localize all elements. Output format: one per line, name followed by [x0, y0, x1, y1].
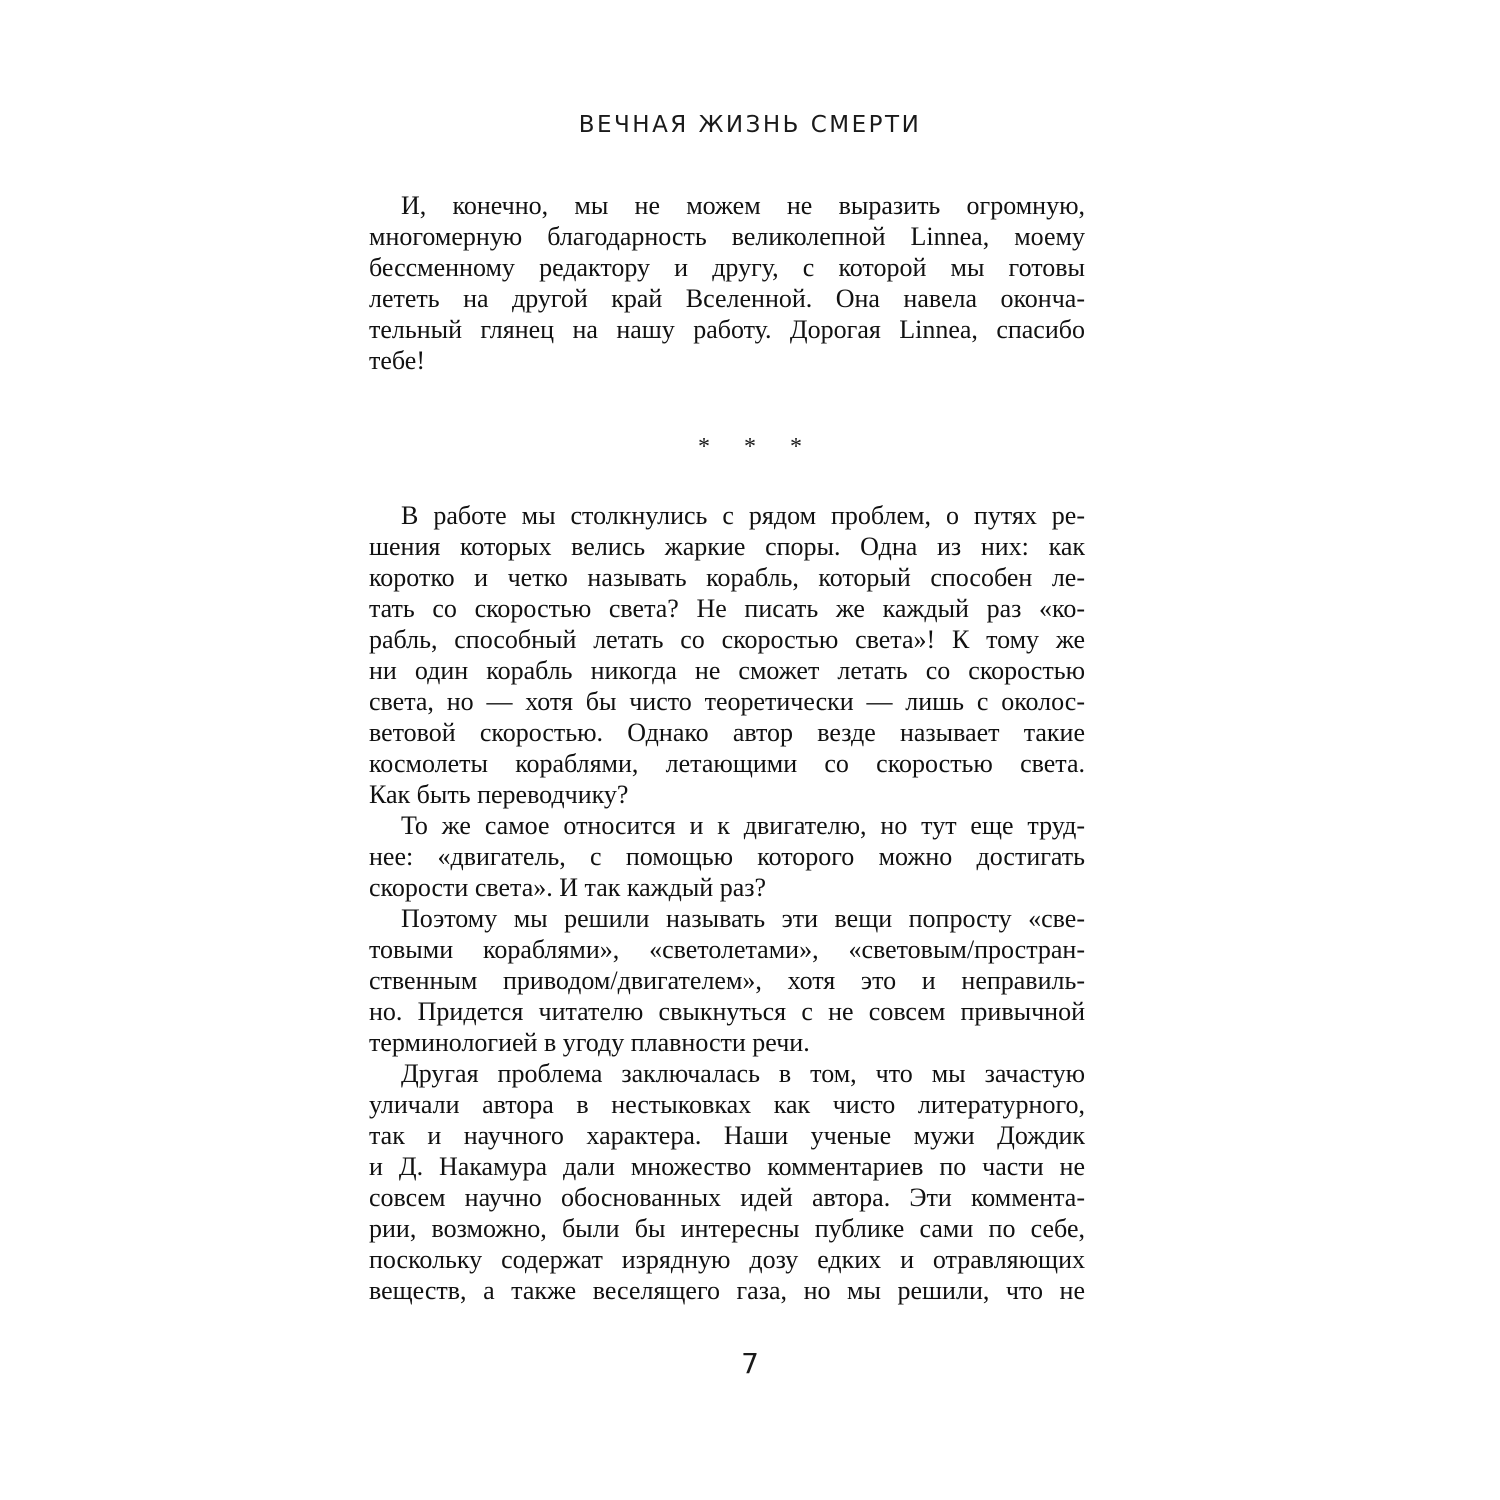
text-line: ни один корабль никогда не сможет летать со скоростью	[369, 656, 1085, 685]
text-line: Поэтому мы решили называть эти вещи попросту «све-	[401, 904, 1085, 933]
text-line: и Д. Накамура дали множество комментариев по части не	[369, 1152, 1085, 1181]
text-line: товыми кораблями», «светолетами», «световым/простран-	[369, 935, 1085, 964]
text-line: терминологией в угоду плавности речи.	[369, 1028, 810, 1057]
text-line: веществ, а также веселящего газа, но мы решили, что не	[369, 1276, 1085, 1305]
text-line: ветовой скоростью. Однако автор везде называет такие	[369, 718, 1085, 747]
text-line: света, но — хотя бы чисто теоретически — лишь с околос-	[369, 687, 1085, 716]
text-line: тебе!	[369, 346, 425, 375]
separator-star: *	[790, 434, 802, 460]
text-line: так и научного характера. Наши ученые мужи Дождик	[369, 1121, 1085, 1150]
text-line: но. Придется читателю свыкнуться с не совсем привычной	[369, 997, 1085, 1026]
text-line: Другая проблема заключалась в том, что мы зачастую	[401, 1059, 1085, 1088]
body-text	[369, 500, 1085, 1306]
text-line: рабль, способный летать со скоростью света»! К тому же	[369, 625, 1085, 654]
text-line: бессменному редактору и другу, с которой мы готовы	[369, 253, 1085, 282]
text-line: космолеты кораблями, летающими со скоростью света.	[369, 749, 1085, 778]
separator-star: *	[698, 434, 710, 460]
text-line: многомерную благодарность великолепной Linnea, моему	[369, 222, 1085, 251]
text-line: В работе мы столкнулись с рядом проблем, о путях ре-	[401, 501, 1085, 530]
text-line: И, конечно, мы не можем не выразить огромную,	[401, 191, 1085, 220]
text-line: уличали автора в нестыковках как чисто литературного,	[369, 1090, 1085, 1119]
text-line: скорости света». И так каждый раз?	[369, 873, 767, 902]
text-line: рии, возможно, были бы интересны публике сами по себе,	[369, 1214, 1085, 1243]
text-line: То же самое относится и к двигателю, но тут еще труд-	[401, 811, 1085, 840]
running-head: ВЕЧНАЯ ЖИЗНЬ СМЕРТИ	[578, 112, 922, 138]
text-line: ственным приводом/двигателем», хотя это и неправиль-	[369, 966, 1085, 995]
text-line: шения которых велись жаркие споры. Одна из них: как	[369, 532, 1085, 561]
text-line: лететь на другой край Вселенной. Она навела оконча-	[369, 284, 1085, 313]
text-line: Как быть переводчику?	[369, 780, 629, 809]
text-line: поскольку содержат изрядную дозу едких и отравляющих	[369, 1245, 1085, 1274]
text-line: нее: «двигатель, с помощью которого можно достигать	[369, 842, 1085, 871]
text-line: тать со скоростью света? Не писать же каждый раз «ко-	[369, 594, 1085, 623]
text-line: совсем научно обоснованных идей автора. Эти коммента-	[369, 1183, 1085, 1212]
text-line: коротко и четко называть корабль, который способен ле-	[369, 563, 1085, 592]
separator-star: *	[744, 434, 756, 460]
text-line: тельный глянец на нашу работу. Дорогая Linnea, спасибо	[369, 315, 1085, 344]
page-number: 7	[741, 1347, 759, 1380]
section-separator	[0, 434, 1500, 461]
paragraph-acknowledgement	[369, 190, 1085, 376]
